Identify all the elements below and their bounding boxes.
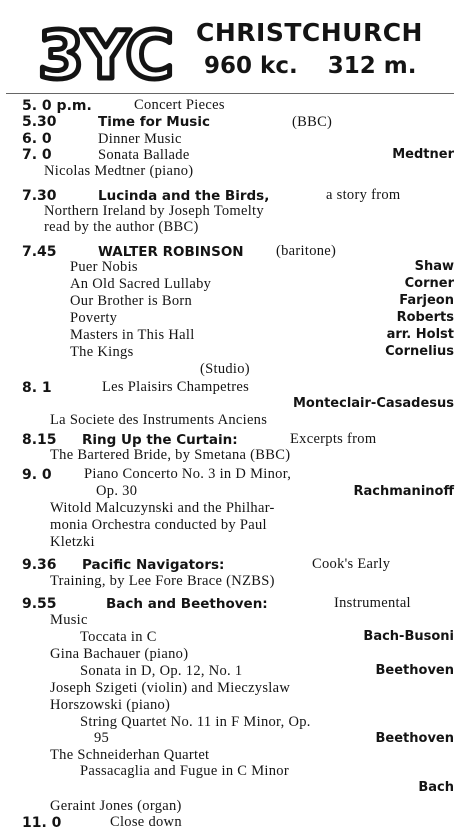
time: 9.36 xyxy=(22,557,57,573)
performer: La Societe des Instruments Anciens xyxy=(50,412,268,428)
work-title: 95 xyxy=(94,730,110,746)
time: 9.55 xyxy=(22,596,57,612)
composer: Beethoven xyxy=(375,731,454,746)
composer: Shaw xyxy=(414,259,454,274)
description: a story from xyxy=(326,187,401,203)
programme-title: Concert Pieces xyxy=(134,97,225,113)
song-title: The Kings xyxy=(70,344,134,360)
performer: Joseph Szigeti (violin) and Mieczyslaw xyxy=(50,680,291,696)
time: 6. 0 xyxy=(22,131,52,147)
description: Music xyxy=(50,612,88,628)
frequency: 960 kc. xyxy=(204,53,298,79)
description: Instrumental xyxy=(334,595,411,611)
time: 7.45 xyxy=(22,244,57,260)
composer: Corner xyxy=(404,276,454,291)
description: read by the author (BBC) xyxy=(44,219,199,235)
composer: Medtner xyxy=(392,147,454,162)
composer: Monteclair-Casadesus xyxy=(292,396,454,411)
composer: Bach-Busoni xyxy=(363,629,454,644)
composer: Cornelius xyxy=(385,344,454,359)
source: (BBC) xyxy=(292,114,333,130)
description: Cook's Early xyxy=(312,556,391,572)
time: 7. 0 xyxy=(22,147,52,163)
composer: Farjeon xyxy=(399,293,454,308)
performer: Gina Bachauer (piano) xyxy=(50,646,189,662)
performer: Kletzki xyxy=(50,534,95,550)
work-title: Sonata in D, Op. 12, No. 1 xyxy=(80,663,243,679)
time: 8.15 xyxy=(22,432,57,448)
wavelength: 312 m. xyxy=(327,53,417,79)
programme-title: Lucinda and the Birds, xyxy=(98,188,270,204)
location-note: (Studio) xyxy=(200,361,250,377)
composer: arr. Holst xyxy=(386,327,454,342)
header-divider xyxy=(6,93,454,94)
programme-title: Close down xyxy=(110,814,182,830)
composer: Beethoven xyxy=(375,663,454,678)
time: 8. 1 xyxy=(22,380,52,396)
description: Excerpts from xyxy=(290,431,377,447)
work-title: Sonata Ballade xyxy=(98,147,190,163)
time: 5. 0 p.m. xyxy=(22,98,92,114)
composer: Rachmaninoff xyxy=(353,484,454,499)
work-title: Passacaglia and Fugue in C Minor xyxy=(80,763,289,779)
performer: Witold Malcuzynski and the Philhar- xyxy=(50,500,275,516)
song-title: Our Brother is Born xyxy=(70,293,193,309)
song-title: An Old Sacred Lullaby xyxy=(70,276,212,292)
performer: The Schneiderhan Quartet xyxy=(50,747,210,763)
song-title: Puer Nobis xyxy=(70,259,138,275)
station-logo xyxy=(36,20,186,90)
performer: Horszowski (piano) xyxy=(50,697,171,713)
composer: Roberts xyxy=(396,310,454,325)
voice-type: (baritone) xyxy=(276,243,337,259)
work-title: Op. 30 xyxy=(96,483,138,499)
time: 9. 0 xyxy=(22,467,52,483)
time: 5.30 xyxy=(22,114,57,130)
svg-text:3YC: 3YC xyxy=(38,20,172,90)
performer: Geraint Jones (organ) xyxy=(50,798,182,814)
programme-title: Bach and Beethoven: xyxy=(106,596,268,612)
song-title: Masters in This Hall xyxy=(70,327,195,343)
description: Northern Ireland by Joseph Tomelty xyxy=(44,203,264,219)
programme-title: Pacific Navigators: xyxy=(82,557,225,573)
work-title: Les Plaisirs Champetres xyxy=(102,379,250,395)
programme-title: Dinner Music xyxy=(98,131,182,147)
time: 11. 0 xyxy=(22,815,62,831)
work-title: Toccata in C xyxy=(80,629,157,645)
time: 7.30 xyxy=(22,188,57,204)
description: Training, by Lee Fore Brace (NZBS) xyxy=(50,573,275,589)
performer: monia Orchestra conducted by Paul xyxy=(50,517,267,533)
programme-title: Time for Music xyxy=(98,114,210,130)
programme-title: Ring Up the Curtain: xyxy=(82,432,238,448)
frequency-line xyxy=(204,51,416,81)
city-name: CHRISTCHURCH xyxy=(196,18,423,47)
description: The Bartered Bride, by Smetana (BBC) xyxy=(50,447,291,463)
song-title: Poverty xyxy=(70,310,118,326)
composer: Bach xyxy=(418,780,454,795)
work-title: Piano Concerto No. 3 in D Minor, xyxy=(84,466,292,482)
performer: Nicolas Medtner (piano) xyxy=(44,163,194,179)
work-title: String Quartet No. 11 in F Minor, Op. xyxy=(80,714,311,730)
programme-title: WALTER ROBINSON xyxy=(98,244,244,260)
